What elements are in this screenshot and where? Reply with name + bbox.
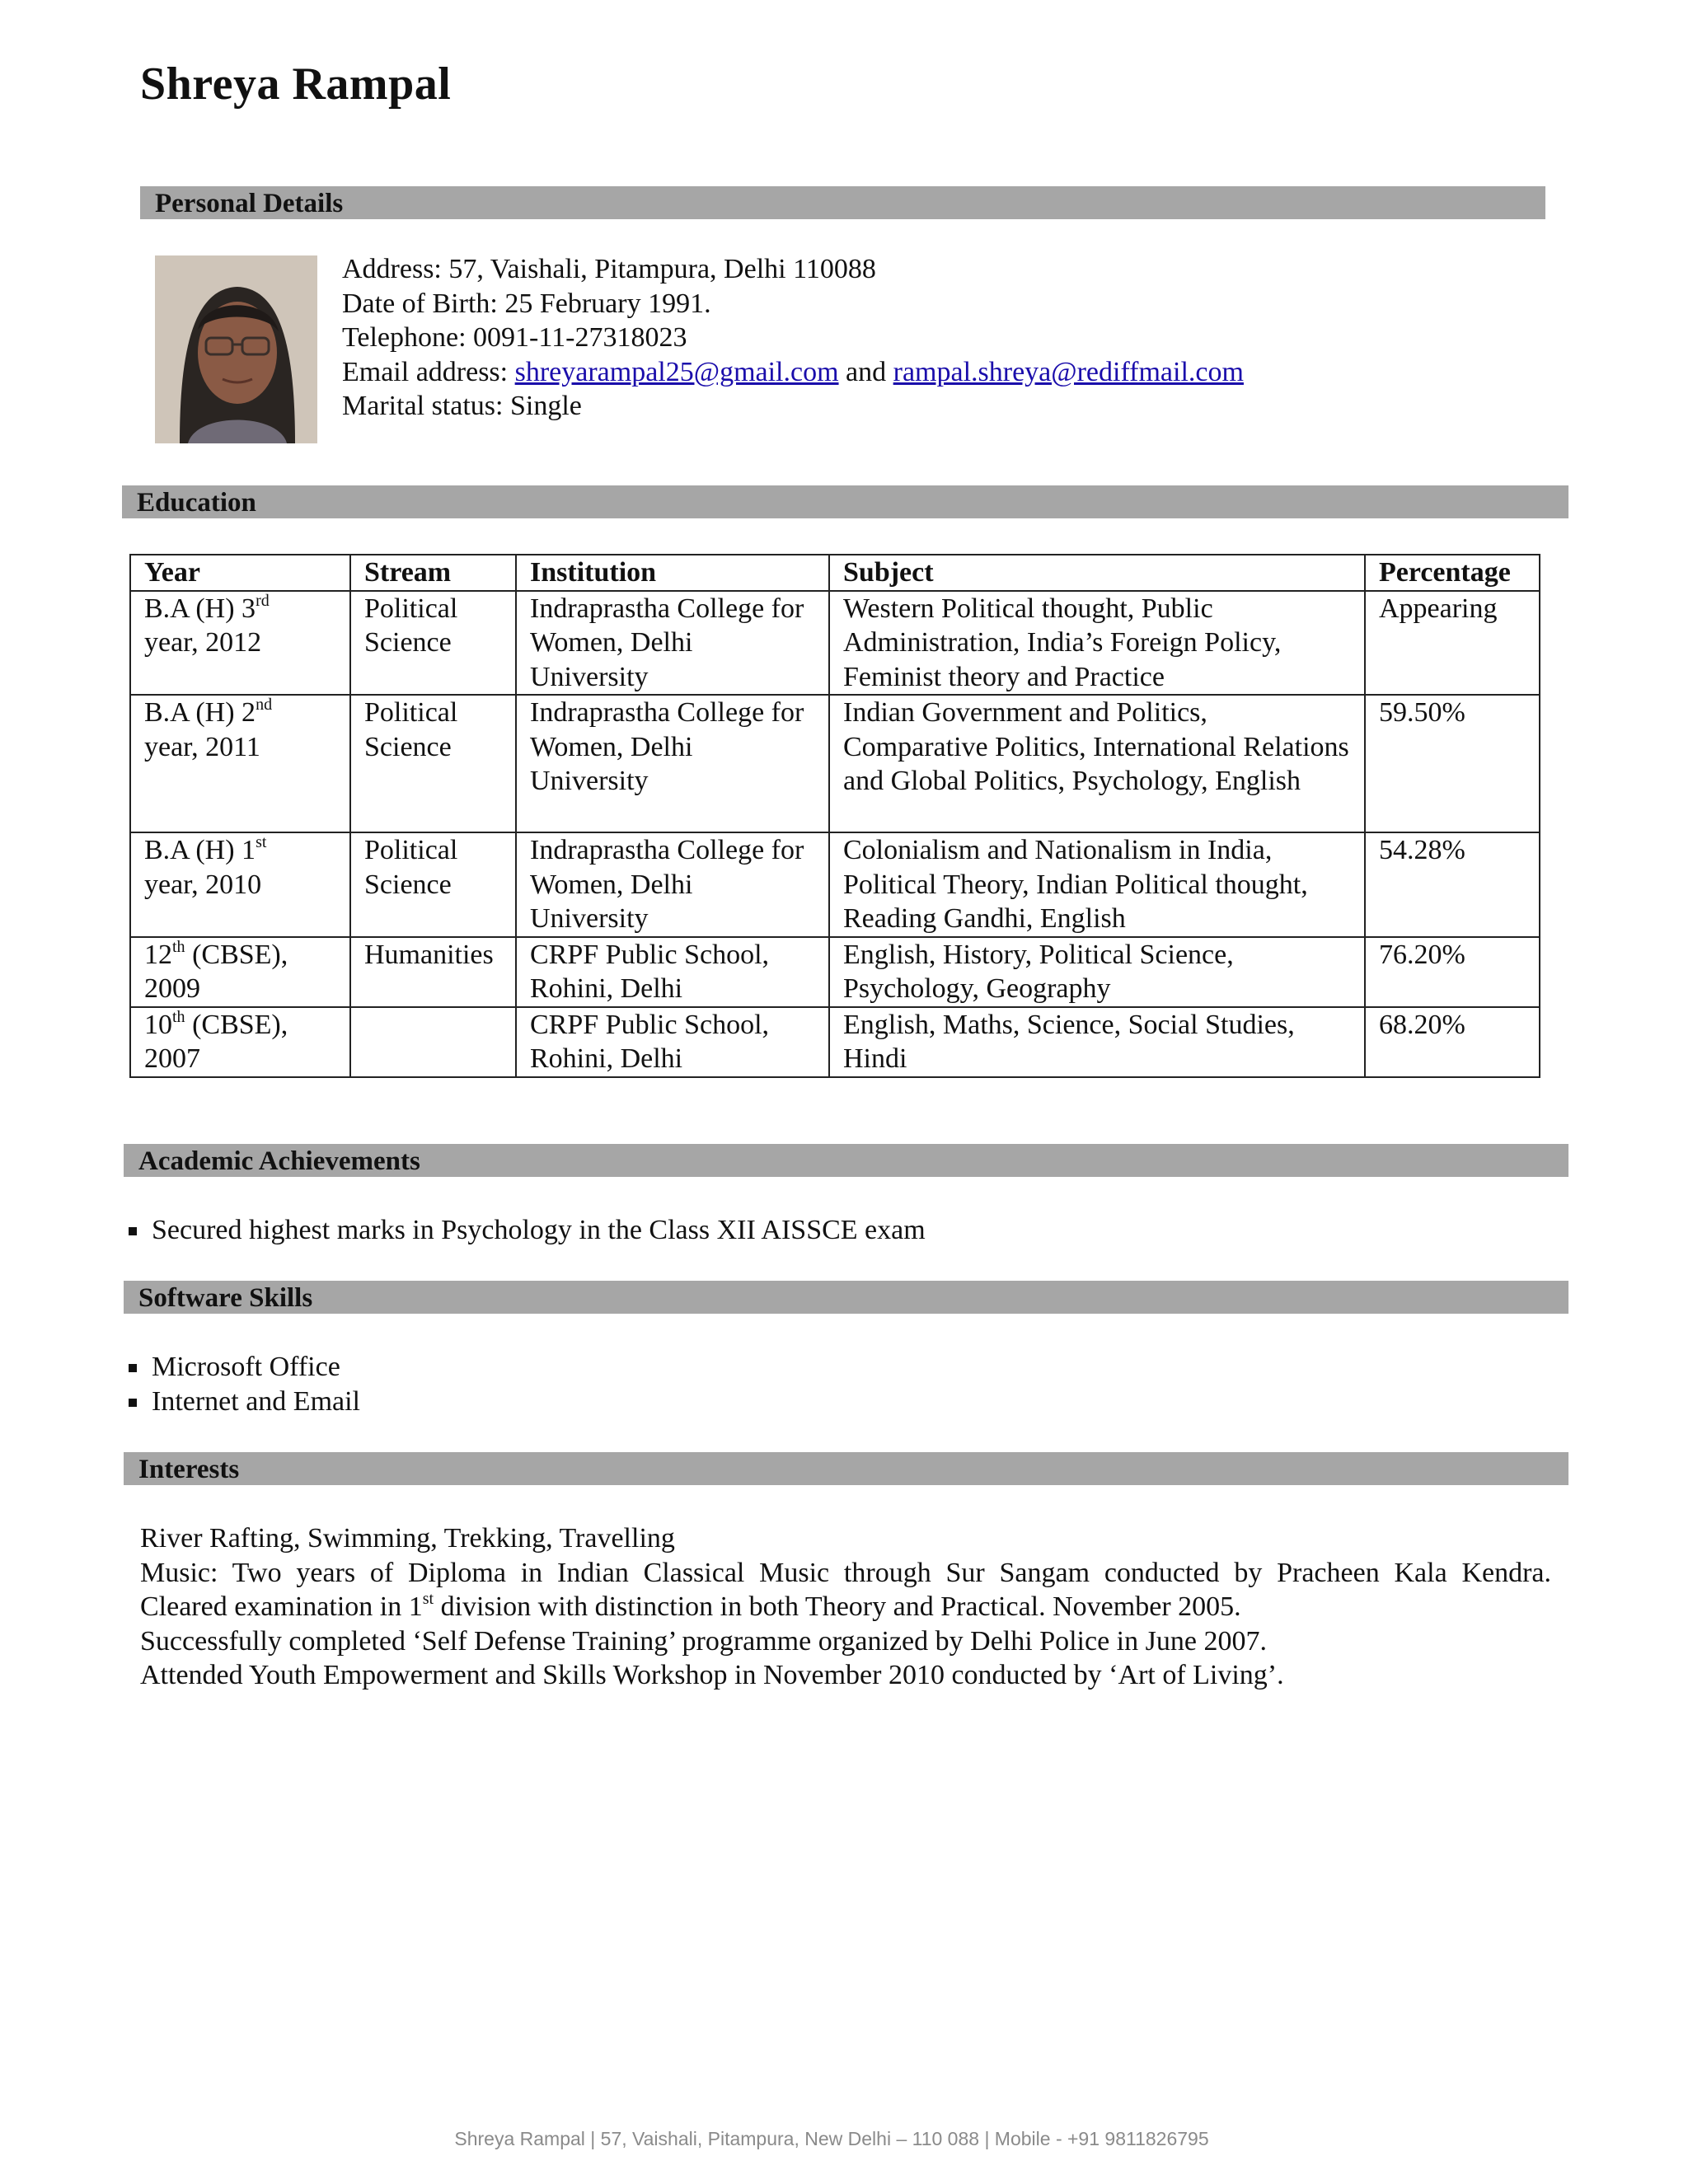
section-title: Interests bbox=[138, 1455, 240, 1484]
interests-text bbox=[140, 1521, 1551, 1693]
cell-institution: Indraprastha College for Women, Delhi University bbox=[516, 591, 829, 696]
interests-line: Cleared examination in 1st division with distinction in both Theory and Practical. November 2005. bbox=[140, 1590, 1241, 1622]
personal-details bbox=[342, 252, 1244, 424]
cell-subject: English, Maths, Science, Social Studies, Hindi bbox=[829, 1007, 1365, 1077]
cell-subject: Indian Government and Politics, Comparative Politics, International Relations and Global Politics, Psychology, English bbox=[829, 695, 1365, 832]
cell-year: 10th (CBSE), 2007 bbox=[130, 1007, 350, 1077]
interests-line: Attended Youth Empowerment and Skills Workshop in November 2010 conducted by ‘Art of Living’. bbox=[140, 1660, 1284, 1690]
table-row bbox=[130, 832, 1540, 937]
interests-line: River Rafting, Swimming, Trekking, Travelling bbox=[140, 1523, 675, 1554]
date-of-birth: Date of Birth: 25 February 1991. bbox=[342, 288, 711, 319]
cell-stream: Humanities bbox=[350, 937, 516, 1007]
cell-percentage: 68.20% bbox=[1365, 1007, 1540, 1077]
cell-percentage: Appearing bbox=[1365, 591, 1540, 696]
cell-percentage: 59.50% bbox=[1365, 695, 1540, 832]
interests-line: Successfully completed ‘Self Defense Training’ programme organized by Delhi Police in June 2007. bbox=[140, 1625, 1267, 1657]
list-item: Microsoft Office bbox=[125, 1350, 360, 1385]
cell-institution: Indraprastha College for Women, Delhi University bbox=[516, 832, 829, 937]
table-row bbox=[130, 1007, 1540, 1077]
cell-year: B.A (H) 2nd year, 2011 bbox=[130, 695, 350, 832]
list-item: Internet and Email bbox=[125, 1385, 360, 1419]
marital-status: Marital status: Single bbox=[342, 391, 582, 421]
page-footer: Shreya Rampal | 57, Vaishali, Pitampura, New Delhi – 110 088 | Mobile - +91 9811826795 bbox=[454, 2128, 1209, 2149]
col-header-institution: Institution bbox=[516, 555, 829, 591]
profile-photo bbox=[155, 255, 317, 443]
section-title: Academic Achievements bbox=[138, 1146, 420, 1176]
table-header-row bbox=[130, 555, 1540, 591]
cell-institution: Indraprastha College for Women, Delhi University bbox=[516, 695, 829, 832]
cell-year: 12th (CBSE), 2009 bbox=[130, 937, 350, 1007]
cell-subject: English, History, Political Science, Psychology, Geography bbox=[829, 937, 1365, 1007]
col-header-stream: Stream bbox=[350, 555, 516, 591]
col-header-year: Year bbox=[130, 555, 350, 591]
table-row bbox=[130, 591, 1540, 696]
email-link-rediffmail[interactable]: rampal.shreya@rediffmail.com bbox=[893, 356, 1244, 387]
section-interests bbox=[124, 1452, 1568, 1485]
list-item: Secured highest marks in Psychology in the Class XII AISSCE exam bbox=[125, 1213, 926, 1248]
section-title: Personal Details bbox=[155, 189, 344, 218]
cell-stream: Political Science bbox=[350, 832, 516, 937]
software-list bbox=[125, 1350, 360, 1418]
col-header-subject: Subject bbox=[829, 555, 1365, 591]
cell-year: B.A (H) 3rd year, 2012 bbox=[130, 591, 350, 696]
section-title: Education bbox=[137, 488, 256, 518]
cell-year: B.A (H) 1st year, 2010 bbox=[130, 832, 350, 937]
section-personal-details bbox=[140, 186, 1545, 219]
cell-percentage: 76.20% bbox=[1365, 937, 1540, 1007]
education-table bbox=[129, 554, 1540, 1078]
candidate-name: Shreya Rampal bbox=[140, 59, 452, 110]
section-software-skills bbox=[124, 1281, 1568, 1314]
telephone: Telephone: 0091-11-27318023 bbox=[342, 322, 687, 353]
email-link-gmail[interactable]: shreyarampal25@gmail.com bbox=[514, 356, 839, 387]
section-education bbox=[122, 485, 1568, 518]
cell-subject: Colonialism and Nationalism in India, Political Theory, Indian Political thought, Reading Gandhi, English bbox=[829, 832, 1365, 937]
table-row bbox=[130, 937, 1540, 1007]
address: Address: 57, Vaishali, Pitampura, Delhi 110088 bbox=[342, 254, 876, 284]
cell-institution: CRPF Public School, Rohini, Delhi bbox=[516, 937, 829, 1007]
email-and: and bbox=[838, 356, 893, 387]
interests-line: Music: Two years of Diploma in Indian Classical Music through Sur Sangam conducted by Pracheen Kala Kendra. bbox=[140, 1557, 1551, 1588]
cell-percentage: 54.28% bbox=[1365, 832, 1540, 937]
email-line bbox=[342, 355, 1244, 390]
cell-stream: Political Science bbox=[350, 591, 516, 696]
section-academic-achievements bbox=[124, 1144, 1568, 1177]
cell-stream: Political Science bbox=[350, 695, 516, 832]
email-label: Email address: bbox=[342, 356, 515, 387]
table-row bbox=[130, 695, 1540, 832]
cell-institution: CRPF Public School, Rohini, Delhi bbox=[516, 1007, 829, 1077]
cell-stream bbox=[350, 1007, 516, 1077]
section-title: Software Skills bbox=[138, 1283, 313, 1313]
col-header-percentage: Percentage bbox=[1365, 555, 1540, 591]
achievements-list bbox=[125, 1213, 926, 1248]
cell-subject: Western Political thought, Public Administration, India’s Foreign Policy, Feminist theory and Practice bbox=[829, 591, 1365, 696]
